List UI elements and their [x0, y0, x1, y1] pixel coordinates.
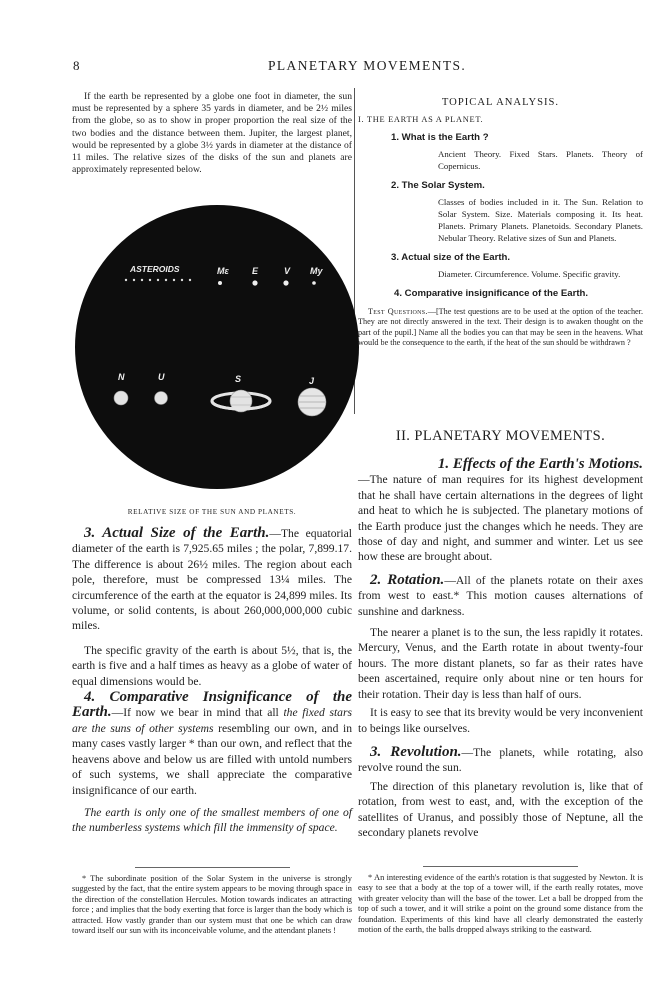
right-section-1-text: —The nature of man requires for its highest development that he shall have certain alternations in the degrees of light and heat to which he is subjected. The planetary motions of the Earth produce just the changes which he needs. They are those of day and night, and summer and winter. Let us see how these are brought about.	[358, 473, 643, 564]
right-section-3-text2: The direction of this planetary revolution is, like that of rotation, from west to east, and, with the exception of the satellites of Uranus, and possibly those of Neptune, all the secondary planets revolve	[358, 779, 643, 839]
planet-mercury	[218, 281, 222, 285]
right-footnote-block	[358, 866, 643, 935]
topical-item-1: 1. What is the Earth ?	[391, 132, 489, 143]
left-footnote: * The subordinate position of the Solar System in the universe is strongly suggested by the fact, that the entire system appears to be moving through space in the direction of the constellation Hercules. Motion towards indicates an attracting force ; and implies that the body exerting that force is larger than the body which is attracted. How vastly grander than our system must that one be which can draw toward itself our sun with its inconceivable volume, and the attendant planets !	[72, 874, 352, 936]
section-3-text: The equatorial diameter of the earth is 7,925.65 miles ; the polar, 7,899.17. The difference is about 26½ miles. The region about each pole, therefore, must be compressed 13¼ miles. The circumference of the earth at the equator is 24,899 miles. Its volume, or solid contents, is about 260,000,000,000 cubic miles.	[72, 527, 352, 633]
left-body: 3. Actual Size of the Earth.—The equatorial diameter of the earth is 7,925.65 miles ; the polar, 7,899.17. The difference is about 26½ miles. The region about each pole, therefore, must be compressed 13¼ miles. The circumference of the earth at the equator is 24,899 miles. Its volume, or solid contents, is about 260,000,000,000 cubic miles. The specific gravity of the earth is about 5½, that is, the earth is five and a half times as heavy as a globe of water of equal dimensions would be. 4. Comparative Insignificance of the Earth.—If now we bear in mind that all the fixed stars are the suns of other systems resembling our own, and in many cases vastly larger * than our own, and reflect that the heavens above and below us are filled with untold numbers of such systems, we shall appreciate the comparative insignificance of our earth. The earth is only one of the smallest members of one of the numberless systems which fill the immensity of space.	[72, 525, 352, 835]
section-4-italic: The earth is only one of the smallest members of one of the numberless systems which fill the immensity of space.	[72, 805, 352, 835]
planet-venus	[283, 280, 288, 285]
planet-uranus	[155, 392, 168, 405]
right-section-1-heading: 1. Effects of the Earth's Motions.	[437, 456, 643, 472]
right-section-2-text2: The nearer a planet is to the sun, the less rapidly it rotates. Mercury, Venus, and the Earth rotate in about twenty-four hours. The more distant planets, so far as their rates have been ascertained, require only about nine or ten hours for their rotation. Their day is less than half of ours.	[358, 626, 643, 701]
left-footnote-rule	[135, 867, 290, 868]
test-questions-text: —[The test questions are to be used at the option of the teacher. They are not directly answered in the text. Their design is to awaken thought on the part of the pupil.] Name all the bodies you can that may be seen in the heavens. What would be the consequence to the earth, if the heat of the sun should be withdrawn ?	[358, 307, 643, 348]
test-questions-label: Test Questions.	[368, 307, 428, 316]
section-3-text2: The specific gravity of the earth is about 5½, that is, the earth is five and a half times as heavy as a globe of water of equal dimensions would be.	[72, 643, 352, 688]
planet-jupiter	[298, 388, 326, 416]
right-section-2-text: All of the planets rotate on their axes from west to east.* This motion causes alternations of sunshine and darkness.	[358, 573, 643, 618]
label-uranus: U	[158, 372, 165, 382]
topical-item-2: 2. The Solar System.	[391, 180, 485, 191]
topical-detail-1: Ancient Theory. Fixed Stars. Planets. Theory of Copernicus.	[438, 149, 643, 171]
label-earth: E	[252, 266, 259, 276]
section-4-heading: 4. Comparative Insignificance of the Earth.	[72, 689, 352, 721]
intro-block	[72, 91, 352, 176]
topical-section: I. THE EARTH AS A PLANET.	[358, 115, 484, 124]
label-asteroids: ASTEROIDS	[130, 264, 180, 274]
section-4-text-c: resembling our own, and in many cases vastly larger * than our own, and reflect that the heavens above and below us are filled with untold numbers of such systems, we shall appreciate the comparative insignificance of our earth.	[72, 721, 352, 797]
figure-caption: RELATIVE SIZE OF THE SUN AND PLANETS.	[127, 508, 297, 516]
right-footnote-rule	[423, 866, 578, 867]
night-sky-disk	[75, 205, 359, 489]
label-jupiter: J	[309, 376, 315, 386]
right-section-2-heading: 2. Rotation.	[370, 571, 445, 588]
asteroid-dots	[125, 279, 191, 281]
right-section-3-text: The planets, while rotating, also revolve round the sun.	[358, 745, 644, 775]
section-4-text-b: the fixed stars are the suns of other systems	[72, 706, 352, 735]
right-body: II. PLANETARY MOVEMENTS. 1. Effects of the Earth's Motions. —The nature of man requires for its highest development that he shall have certain alternations in the degrees of light and heat to which he is subjected. The planetary motions of the Earth produce just the changes which he needs. They are those of day and night, and summer and winter. Let us see how these are brought about. 2. Rotation.—All of the planets rotate on their axes from west to east.* This motion causes alternations of sunshine and darkness. The nearer a planet is to the sun, the less rapidly it rotates. Mercury, Venus, and the Earth rotate in about twenty-four hours. The more distant planets, so far as their rates have been ascertained, require only about nine or ten hours for their rotation. Their day is less than half of ours. It is easy to see that its brevity would be very inconvenient to beings like ourselves. 3. Revolution.—The planets, while rotating, also revolve round the sun. The direction of this planetary revolution is, like that of rotation, from west to east, and, with the exception of the satellites of Uranus, and possibly those of Neptune, all the secondary planets revolve	[358, 428, 644, 839]
topical-detail-2: Classes of bodies included in it. The Sun. Relation to Solar System. Size. Materials composing it. Its heat. Planets. Primary Planets. Planetoids. Secondary Planets. Nebular Theory. Relative sizes of Sun and Planets.	[438, 197, 643, 243]
right-section-3-heading: 3. Revolution.	[370, 743, 462, 760]
planet-neptune	[114, 391, 128, 405]
planet-mars	[312, 281, 316, 285]
solar-figure	[74, 204, 360, 490]
topical-item-4: 4. Comparative insignificance of the Earth.	[394, 288, 589, 299]
topical-title: TOPICAL ANALYSIS.	[441, 97, 560, 108]
left-footnote-block	[72, 867, 352, 936]
right-footnote: * An interesting evidence of the earth's rotation is that suggested by Newton. It is easy to see that a body at the top of a tower will, if the earth really rotates, move with greater velocity than will the base of the tower. Let a ball be dropped from the top of such a tower, and it will strike a point on the ground some distance from the foundation. Experiments of this kind have all clearly demonstrated the easterly motion of the earth, the balls dropped always striking to the eastward.	[358, 873, 643, 935]
topical-detail-3: Diameter. Circumference. Volume. Specific gravity.	[438, 269, 621, 279]
label-venus: V	[284, 266, 291, 276]
section-4-text-a: If now we bear in mind that all	[123, 706, 284, 720]
running-title: PLANETARY MOVEMENTS.	[268, 58, 467, 73]
right-section-2-text3: It is easy to see that its brevity would be very inconvenient to beings like ourselves.	[358, 706, 643, 735]
section-3-heading: 3. Actual Size of the Earth.	[84, 525, 270, 541]
topical-item-3: 3. Actual size of the Earth.	[391, 252, 511, 263]
page-number: 8	[73, 58, 80, 73]
label-mercury: Mε	[217, 266, 229, 276]
label-saturn: S	[235, 374, 242, 384]
planet-earth	[252, 280, 257, 285]
topical-analysis	[358, 97, 643, 349]
section-ii-title: II. PLANETARY MOVEMENTS.	[395, 428, 606, 444]
label-neptune: N	[118, 372, 125, 382]
label-mars: My	[310, 266, 323, 276]
intro-paragraph: If the earth be represented by a globe one foot in diameter, the sun must be represented by a sphere 35 yards in diameter, and be 2½ miles from the globe, so as to show in proper proportion the real size of the two bodies and the distance between them. Jupiter, the largest planet, would be represented by a globe 3½ yards in diameter at the distance of 11 miles. The relative sizes of the disks of the sun and planets are approximately represented below.	[72, 91, 352, 176]
